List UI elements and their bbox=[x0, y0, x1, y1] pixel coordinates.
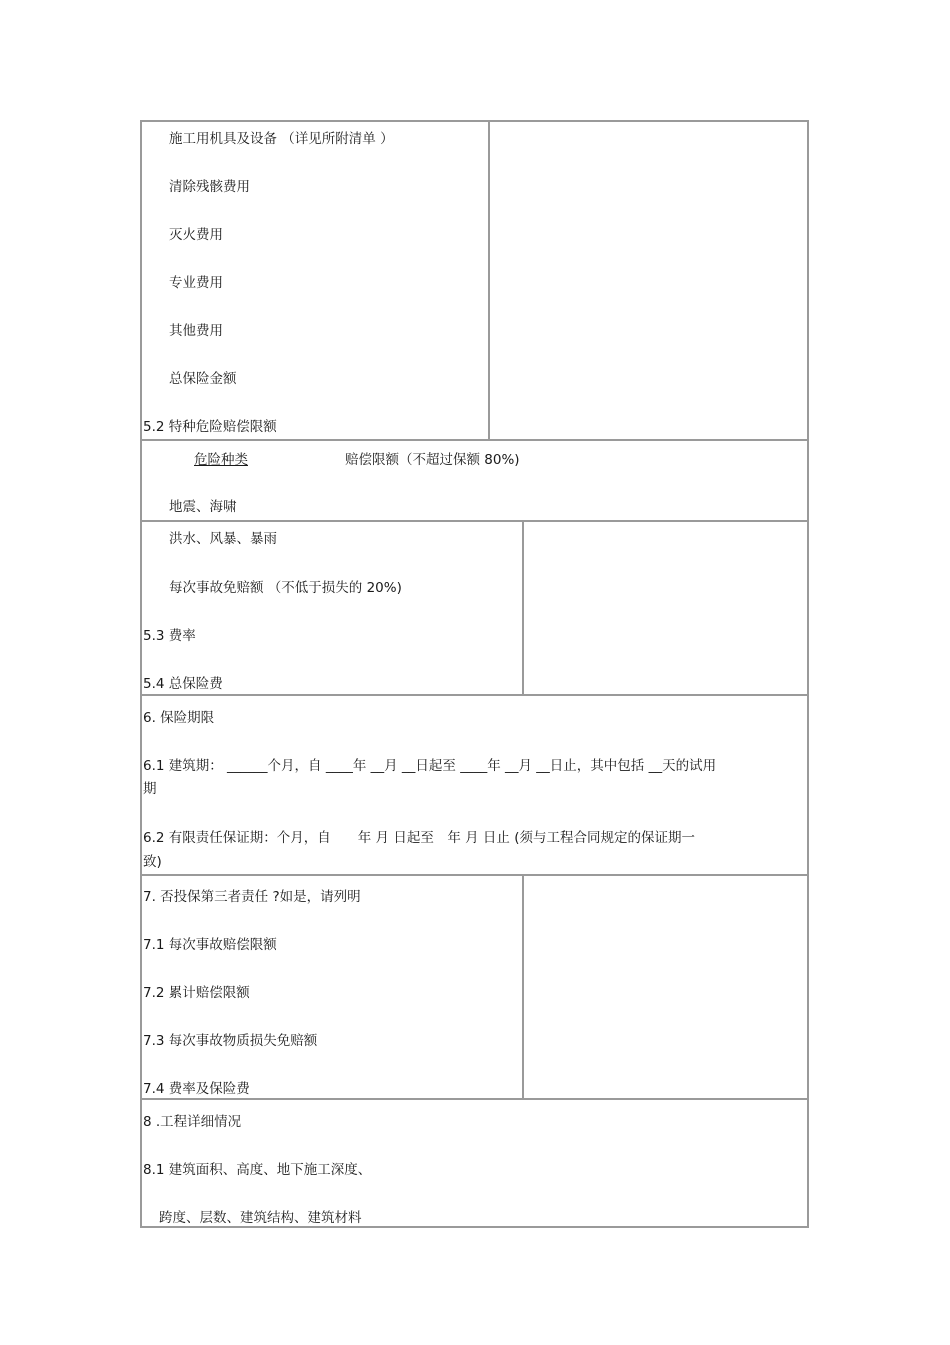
col-header-limit: 赔偿限额（不超过保额 80%) bbox=[345, 452, 520, 468]
item-5-2-special-risk-limit: 5.2 特种危险赔偿限额 bbox=[143, 419, 277, 435]
item-6-2-continued: 致) bbox=[143, 854, 162, 870]
section-5a bbox=[140, 120, 809, 441]
section-5b bbox=[140, 439, 809, 522]
divider bbox=[488, 122, 490, 439]
item-earthquake-tsunami: 地震、海啸 bbox=[169, 499, 237, 515]
divider bbox=[522, 522, 524, 694]
section-7 bbox=[140, 874, 809, 1100]
item-6-2-warranty-period: 6.2 有限责任保证期：个月，自 年 月 日起至 年 月 日止 (须与工程合同规定的保证期一 bbox=[143, 830, 695, 846]
item-deductible-per-accident: 每次事故免赔额 （不低于损失的 20%) bbox=[169, 580, 402, 596]
section-8-title: 8 .工程详细情况 bbox=[143, 1114, 242, 1130]
divider bbox=[522, 876, 524, 1098]
item-6-1-continued: 期 bbox=[143, 781, 157, 797]
item-5-3-rate: 5.3 费率 bbox=[143, 628, 196, 644]
item-firefighting: 灭火费用 bbox=[169, 227, 223, 243]
item-7-1-limit-per-accident: 7.1 每次事故赔偿限额 bbox=[143, 937, 277, 953]
item-professional-fees: 专业费用 bbox=[169, 275, 223, 291]
section-7-title: 7. 否投保第三者责任 ?如是，请列明 bbox=[143, 889, 361, 905]
section-5c bbox=[140, 520, 809, 696]
section-6-title: 6. 保险期限 bbox=[143, 710, 215, 726]
item-5-4-total-premium: 5.4 总保险费 bbox=[143, 676, 223, 692]
section-8 bbox=[140, 1098, 809, 1228]
item-other-fees: 其他费用 bbox=[169, 323, 223, 339]
item-flood-storm-rain: 洪水、风暴、暴雨 bbox=[169, 531, 277, 547]
item-total-sum-insured: 总保险金额 bbox=[169, 371, 237, 387]
col-header-risk-type: 危险种类 bbox=[194, 452, 248, 468]
item-7-3-property-deductible: 7.3 每次事故物质损失免赔额 bbox=[143, 1033, 318, 1049]
item-8-1-continued: 跨度、层数、建筑结构、建筑材料 bbox=[159, 1210, 362, 1226]
item-7-4-rate-and-premium: 7.4 费率及保险费 bbox=[143, 1081, 250, 1097]
item-6-1-construction-period: 6.1 建筑期： ______个月，自 ____年 __月 __日起至 ____年 __月 __日止，其中包括 __天的试用 bbox=[143, 758, 717, 774]
item-7-2-aggregate-limit: 7.2 累计赔偿限额 bbox=[143, 985, 250, 1001]
item-debris-removal: 清除残骸费用 bbox=[169, 179, 250, 195]
item-construction-equipment: 施工用机具及设备 （详见所附清单 ） bbox=[169, 131, 394, 147]
item-8-1-building-details: 8.1 建筑面积、高度、地下施工深度、 bbox=[143, 1162, 372, 1178]
section-6 bbox=[140, 694, 809, 876]
